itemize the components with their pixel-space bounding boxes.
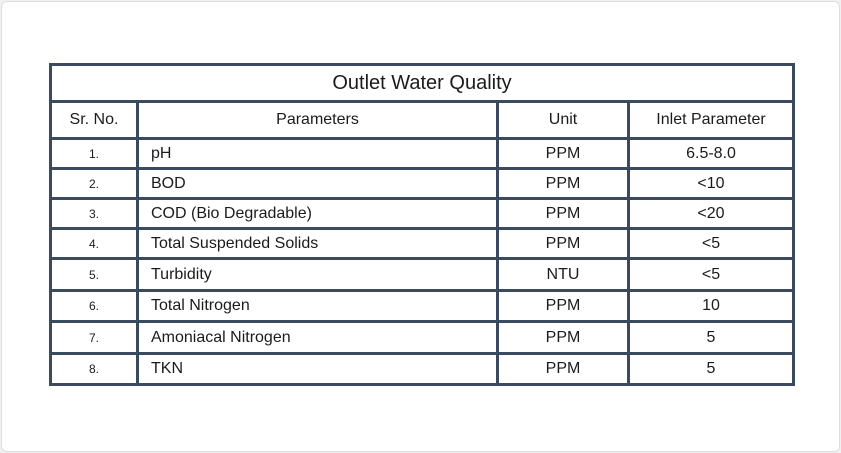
cell-inlet-parameter: <5	[629, 229, 794, 259]
cell-inlet-parameter: 10	[629, 291, 794, 322]
cell-unit: PPM	[498, 291, 629, 322]
table-row	[51, 259, 794, 291]
table-row	[51, 199, 794, 229]
cell-unit: PPM	[498, 322, 629, 354]
table-row	[51, 322, 794, 354]
table-header-row	[51, 102, 794, 139]
cell-sr-no: 6.	[51, 291, 138, 322]
cell-unit: PPM	[498, 199, 629, 229]
cell-unit: PPM	[498, 354, 629, 385]
cell-parameter: pH	[138, 139, 498, 169]
cell-sr-no: 7.	[51, 322, 138, 354]
cell-sr-no: 3.	[51, 199, 138, 229]
table-row	[51, 169, 794, 199]
cell-parameter: COD (Bio Degradable)	[138, 199, 498, 229]
cell-sr-no: 5.	[51, 259, 138, 291]
cell-parameter: BOD	[138, 169, 498, 199]
cell-inlet-parameter: <20	[629, 199, 794, 229]
cell-sr-no: 2.	[51, 169, 138, 199]
cell-unit: NTU	[498, 259, 629, 291]
cell-inlet-parameter: <5	[629, 259, 794, 291]
header-sr-no: Sr. No.	[51, 102, 138, 139]
cell-inlet-parameter: 5	[629, 354, 794, 385]
table-row	[51, 354, 794, 385]
cell-sr-no: 8.	[51, 354, 138, 385]
cell-parameter: Amoniacal Nitrogen	[138, 322, 498, 354]
cell-inlet-parameter: 5	[629, 322, 794, 354]
cell-parameter: Total Suspended Solids	[138, 229, 498, 259]
cell-sr-no: 4.	[51, 229, 138, 259]
header-unit: Unit	[498, 102, 629, 139]
table-row	[51, 139, 794, 169]
cell-inlet-parameter: 6.5-8.0	[629, 139, 794, 169]
cell-parameter: Turbidity	[138, 259, 498, 291]
cell-inlet-parameter: <10	[629, 169, 794, 199]
cell-unit: PPM	[498, 229, 629, 259]
cell-sr-no: 1.	[51, 139, 138, 169]
cell-parameter: Total Nitrogen	[138, 291, 498, 322]
header-parameters: Parameters	[138, 102, 498, 139]
cell-parameter: TKN	[138, 354, 498, 385]
header-inlet-parameter: Inlet Parameter	[629, 102, 794, 139]
document-card	[1, 1, 840, 452]
cell-unit: PPM	[498, 139, 629, 169]
table-row	[51, 291, 794, 322]
table-row	[51, 229, 794, 259]
water-quality-table	[49, 63, 795, 386]
cell-unit: PPM	[498, 169, 629, 199]
table-title-row	[51, 65, 794, 102]
table-title: Outlet Water Quality	[51, 65, 794, 102]
